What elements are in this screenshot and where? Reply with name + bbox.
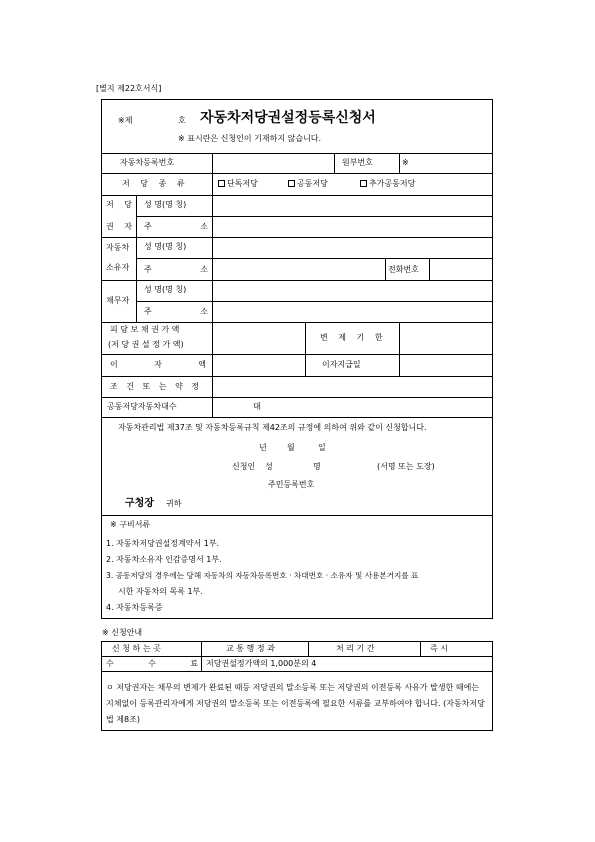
recipient-suffix: 귀하 (166, 499, 182, 508)
interest-amount-label: 이 자 액 (110, 360, 206, 369)
document-item: 시한 자동차의 목록 1부. (118, 587, 203, 596)
checkbox-icon (288, 180, 295, 187)
debtor-address-field[interactable] (213, 302, 492, 321)
applicant-name-label-1: 성 (265, 462, 273, 471)
row-divider (101, 397, 493, 398)
date-day-label: 일 (318, 443, 326, 452)
column-divider (385, 258, 386, 280)
document-item: 3. 공동저당의 경우에는 당해 자동차의 자동차등록번호 · 차대번호 · 소유자 및 사용본거지를 표 (106, 571, 419, 580)
owner-label-line2: 소유자 (106, 263, 130, 272)
ledger-number-label: 원부번호 (342, 158, 373, 167)
applicant-label: 신청인 (232, 462, 256, 471)
document-item: 2. 자동차소유자 인감증명서 1부. (106, 555, 222, 564)
form-number-label: [별지 제22호서식] (96, 84, 162, 93)
checkbox-icon (218, 180, 225, 187)
checkbox-icon (360, 180, 367, 187)
guide-place-value: 교 통 행 정 과 (226, 644, 275, 653)
signature-label: (서명 또는 도장) (377, 462, 435, 471)
interest-payment-date-field[interactable] (400, 355, 492, 375)
owner-address-field[interactable] (213, 259, 384, 279)
debtor-address-label: 주 소 (144, 307, 208, 316)
secured-amount-label-line2: (저 당 권 설 정 가 액) (108, 340, 184, 349)
column-divider (201, 641, 202, 671)
owner-name-field[interactable] (213, 238, 492, 257)
receipt-number-suffix: 호 (178, 116, 186, 125)
debtor-name-field[interactable] (213, 281, 492, 300)
vehicle-reg-number-label: 자동차등록번호 (120, 158, 175, 167)
column-divider (399, 153, 400, 173)
guide-fee-value: 저당권설정가액의 1,000분의 4 (206, 659, 317, 668)
date-year-label: 년 (259, 443, 267, 452)
header-note: ※ 표시란은 신청인이 기재하지 않습니다. (178, 134, 322, 143)
owner-address-label: 주 소 (144, 265, 208, 274)
owner-name-label: 성 명(명 칭) (144, 242, 187, 251)
application-guide-title: ※ 신청안내 (102, 628, 143, 637)
joint-vehicle-count-unit: 대 (253, 402, 261, 411)
debtor-label: 채무자 (106, 296, 130, 305)
receipt-number-prefix: ※제 (118, 116, 133, 125)
mortgagee-address-label: 주 소 (144, 222, 208, 231)
conditions-label: 조 건 또 는 약 정 (110, 382, 203, 391)
row-divider (101, 656, 493, 657)
column-divider (334, 153, 335, 173)
secured-amount-field[interactable] (213, 323, 304, 353)
applicant-name-label-2: 명 (313, 462, 321, 471)
row-divider (101, 671, 493, 672)
recipient-title: 구청장 (125, 498, 154, 509)
guide-period-label: 처 리 기 간 (336, 644, 375, 653)
guide-period-value: 즉 시 (430, 644, 448, 653)
owner-label-line1: 자동차 (106, 243, 130, 252)
column-divider (305, 322, 306, 376)
date-month-label: 월 (287, 443, 295, 452)
resident-number-label: 주민등록번호 (268, 480, 315, 489)
mortgage-option-joint[interactable]: 공동저당 (288, 180, 328, 188)
document-item: 4. 자동차등록증 (106, 603, 163, 612)
ledger-number-office-mark: ※ (402, 158, 409, 167)
column-divider (420, 641, 421, 656)
vehicle-reg-number-field[interactable] (213, 154, 333, 172)
guide-fee-label: 수 수 료 (106, 659, 198, 668)
interest-payment-date-label: 이자지급일 (322, 360, 361, 369)
column-divider (136, 195, 137, 322)
mortgagee-name-field[interactable] (213, 196, 492, 215)
debtor-name-label: 성 명(명 칭) (144, 285, 187, 294)
mortgage-option-additional-joint[interactable]: 추가공동저당 (360, 180, 415, 188)
mortgagee-name-label: 성 명(명 칭) (144, 200, 187, 209)
conditions-field[interactable] (213, 377, 492, 396)
mortgagee-label-line1: 저 당 (106, 200, 136, 209)
owner-phone-label: 전화번호 (388, 265, 419, 274)
mortgagee-label-line2: 권 자 (106, 222, 136, 231)
guide-notice: ㅇ 저당권자는 채무의 변제가 완료된 때등 저당권의 말소등록 또는 저당권의 이전등록 사유가 발생한 때에는 지체없이 등록관리자에게 저당권의 말소등록 또는 이전등록에 필요한 서류를 교부하여야 합니다. (자동차저당법 제8조) (106, 683, 485, 724)
repayment-period-label: 변 제 기 한 (320, 333, 387, 342)
repayment-period-field[interactable] (400, 323, 492, 353)
guide-place-label: 신 청 하 는 곳 (112, 644, 161, 653)
joint-vehicle-count-label: 공동저당자동차대수 (107, 402, 177, 411)
column-divider (308, 641, 309, 656)
mortgage-type-label: 저 당 종 류 (122, 179, 189, 188)
secured-amount-label-line1: 피 담 보 채 권 가 액 (110, 325, 180, 334)
row-divider (101, 417, 493, 418)
mortgage-option-single[interactable]: 단독저당 (218, 180, 258, 188)
form-title: 자동차저당권설정등록신청서 (200, 110, 376, 126)
required-documents-title: ※ 구비서류 (110, 520, 151, 529)
owner-phone-field[interactable] (430, 259, 492, 279)
application-statement: 자동차관리법 제37조 및 자동차등록규칙 제42조의 규정에 의하여 위와 같이 신청합니다. (118, 423, 427, 432)
document-item: 1. 자동차저당권설정계약서 1부. (106, 539, 220, 548)
interest-amount-field[interactable] (213, 355, 304, 375)
row-divider (101, 515, 493, 516)
mortgagee-address-field[interactable] (213, 217, 492, 236)
row-divider (101, 173, 493, 174)
